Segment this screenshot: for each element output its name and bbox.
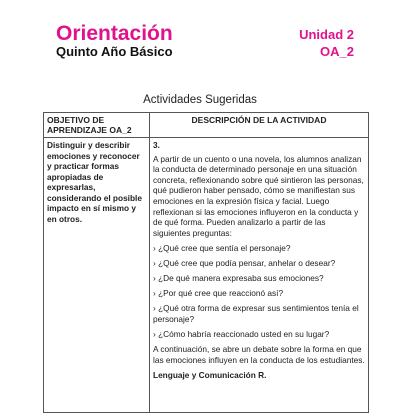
objective-column-header: OBJETIVO DE APRENDIZAJE OA_2 (44, 113, 150, 138)
unit-label: Unidad 2 (299, 27, 354, 42)
activity-intro: A partir de un cuento o una novela, los alumnos analizan la conducta de determinado personaje en una situación concreta, reflexionando sobre qué sintieron las personas, qué pudieron haber pensado, cómo se manifiestan sus emociones en la expresión física y facial. Luego reflexionan si las emociones influyeron en la conducta y de qué forma. Pueden analizarlo a partir de las siguientes preguntas: (153, 153, 364, 238)
page-title: Orientación (56, 22, 173, 45)
question-item: › ¿Qué otra forma de expresar sus sentimientos tenía el personaje? (153, 303, 359, 324)
activity-column-header: DESCRIPCIÓN DE LA ACTIVIDAD (150, 113, 369, 138)
activity-number: 3. (153, 140, 160, 150)
oa-label: OA_2 (320, 44, 354, 59)
question-item: › ¿Qué cree que sentía el personaje? (153, 242, 291, 253)
question-item: › ¿Por qué cree que reaccionó así? (153, 288, 284, 299)
related-subject: Lenguaje y Comunicación R. (153, 369, 267, 380)
activities-table (43, 112, 369, 413)
objective-cell: Distinguir y describir emociones y reconocer y practicar formas apropiadas de expresarlas, considerando el posible impacto en sí mismo y en otros. (44, 138, 150, 413)
section-title: Actividades Sugeridas (143, 94, 257, 106)
question-item: › ¿De qué manera expresaba sus emociones? (153, 273, 324, 284)
activity-cell (150, 138, 369, 413)
question-item: › ¿Qué cree que podía pensar, anhelar o desear? (153, 257, 336, 268)
grade-subtitle: Quinto Año Básico (56, 44, 173, 59)
activity-closing: A continuación, se abre un debate sobre la forma en que las emociones influyen en la conducta de los estudiantes. (153, 344, 365, 365)
question-item: › ¿Cómo habría reaccionado usted en su lugar? (153, 328, 330, 339)
